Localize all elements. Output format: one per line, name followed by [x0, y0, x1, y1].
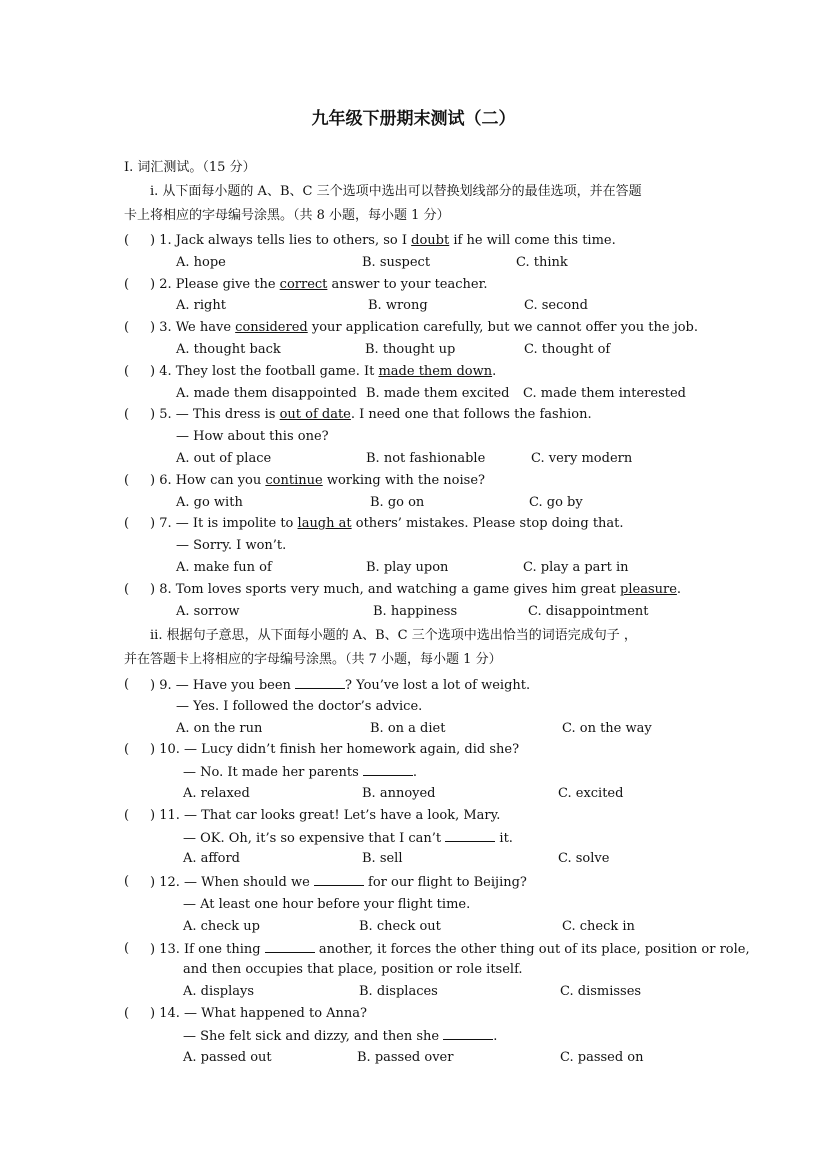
question-3: ) 3. We have considered your application carefully, but we cannot offer you the job.	[150, 320, 699, 335]
question-12-line2: — At least one hour before your flight time.	[183, 897, 471, 912]
answer-paren: (	[124, 320, 130, 335]
q1-option-c: C. think	[516, 255, 568, 270]
q1-option-b: B. suspect	[362, 255, 431, 270]
q12-option-c: C. check in	[562, 919, 635, 934]
q8-option-a: A. sorrow	[176, 604, 240, 619]
q2-option-c: C. second	[524, 298, 588, 313]
q6-option-c: C. go by	[529, 495, 583, 510]
answer-blank	[443, 1028, 493, 1040]
part1-instruction-line2: 卡上将相应的字母编号涂黑。（共 8 小题，每小题 1 分）	[124, 208, 450, 223]
q14-option-a: A. passed out	[183, 1050, 272, 1065]
q3-option-c: C. thought of	[524, 342, 611, 357]
question-6: ) 6. How can you continue working with the noise?	[150, 473, 485, 488]
q4-option-b: B. made them excited	[366, 386, 510, 401]
question-7: ) 7. — It is impolite to laugh at others’ mistakes. Please stop doing that.	[150, 516, 624, 531]
question-2: ) 2. Please give the correct answer to your teacher.	[150, 277, 488, 292]
q8-option-c: C. disappointment	[528, 604, 649, 619]
answer-paren: (	[124, 407, 130, 422]
question-5-line2: — How about this one?	[176, 429, 329, 444]
q12-option-a: A. check up	[183, 919, 260, 934]
question-14: ) 14. — What happened to Anna?	[150, 1006, 368, 1021]
question-4: ) 4. They lost the football game. It made them down.	[150, 364, 497, 379]
q9-option-b: B. on a diet	[370, 721, 446, 736]
answer-paren: (	[124, 742, 130, 757]
q10-option-b: B. annoyed	[362, 786, 436, 801]
q3-option-b: B. thought up	[365, 342, 456, 357]
q2-option-b: B. wrong	[368, 298, 428, 313]
answer-paren: (	[124, 516, 130, 531]
q14-option-b: B. passed over	[357, 1050, 454, 1065]
question-13-line2: and then occupies that place, position or role itself.	[183, 962, 523, 977]
question-5: ) 5. — This dress is out of date. I need one that follows the fashion.	[150, 407, 592, 422]
q7-option-b: B. play upon	[366, 560, 449, 575]
answer-paren: (	[124, 364, 130, 379]
q6-option-b: B. go on	[370, 495, 425, 510]
q13-option-c: C. dismisses	[560, 984, 642, 999]
answer-blank	[295, 677, 345, 689]
answer-paren: (	[124, 473, 130, 488]
q6-option-a: A. go with	[176, 495, 243, 510]
question-9-line2: — Yes. I followed the doctor’s advice.	[176, 699, 423, 714]
question-10: ) 10. — Lucy didn’t finish her homework again, did she?	[150, 742, 520, 757]
answer-paren: (	[124, 677, 130, 692]
q14-option-c: C. passed on	[560, 1050, 644, 1065]
question-13: ) 13. If one thing another, it forces the other thing out of its place, position or role,	[150, 942, 750, 957]
answer-blank	[363, 764, 413, 776]
q7-option-c: C. play a part in	[523, 560, 629, 575]
answer-blank	[314, 874, 364, 886]
answer-paren: (	[124, 941, 130, 956]
q10-option-c: C. excited	[558, 786, 624, 801]
page-title: 九年级下册期末测试（二）	[311, 109, 516, 129]
q1-option-a: A. hope	[176, 255, 226, 270]
question-11: ) 11. — That car looks great! Let’s have a look, Mary.	[150, 808, 501, 823]
q9-option-a: A. on the run	[176, 721, 263, 736]
answer-paren: (	[124, 1006, 130, 1021]
question-10-line2: — No. It made her parents .	[183, 765, 418, 780]
q5-option-c: C. very modern	[531, 451, 633, 466]
question-7-line2: — Sorry. I won’t.	[176, 538, 287, 553]
q8-option-b: B. happiness	[373, 604, 458, 619]
part2-instruction-line2: 并在答题卡上将相应的字母编号涂黑。（共 7 小题，每小题 1 分）	[124, 652, 502, 667]
q11-option-b: B. sell	[362, 851, 403, 866]
question-8: ) 8. Tom loves sports very much, and watching a game gives him great pleasure.	[150, 582, 682, 597]
q11-option-a: A. afford	[183, 851, 241, 866]
part1-instruction-line1: i. 从下面每小题的 A、B、C 三个选项中选出可以替换划线部分的最佳选项，并在答题	[150, 184, 642, 199]
q2-option-a: A. right	[176, 298, 226, 313]
q5-option-b: B. not fashionable	[366, 451, 486, 466]
answer-paren: (	[124, 233, 130, 248]
q5-option-a: A. out of place	[176, 451, 272, 466]
q13-option-b: B. displaces	[359, 984, 438, 999]
answer-paren: (	[124, 874, 130, 889]
section-heading: I. 词汇测试。（15 分）	[124, 160, 256, 175]
q7-option-a: A. make fun of	[176, 560, 272, 575]
q4-option-c: C. made them interested	[523, 386, 686, 401]
answer-paren: (	[124, 277, 130, 292]
q12-option-b: B. check out	[359, 919, 441, 934]
q10-option-a: A. relaxed	[183, 786, 250, 801]
q3-option-a: A. thought back	[176, 342, 281, 357]
q4-option-a: A. made them disappointed	[176, 386, 357, 401]
question-9: ) 9. — Have you been ? You’ve lost a lot of weight.	[150, 678, 531, 693]
question-14-line2: — She felt sick and dizzy, and then she .	[183, 1029, 498, 1044]
answer-blank	[445, 830, 495, 842]
question-11-line2: — OK. Oh, it’s so expensive that I can’t it.	[183, 831, 513, 846]
question-1: ) 1. Jack always tells lies to others, so I doubt if he will come this time.	[150, 233, 616, 248]
answer-blank	[265, 941, 315, 953]
answer-paren: (	[124, 808, 130, 823]
part2-instruction-line1: ii. 根据句子意思，从下面每小题的 A、B、C 三个选项中选出恰当的词语完成句子 ，	[150, 628, 637, 643]
q13-option-a: A. displays	[183, 984, 255, 999]
answer-paren: (	[124, 582, 130, 597]
question-12: ) 12. — When should we for our flight to Beijing?	[150, 875, 527, 890]
q9-option-c: C. on the way	[562, 721, 652, 736]
q11-option-c: C. solve	[558, 851, 610, 866]
